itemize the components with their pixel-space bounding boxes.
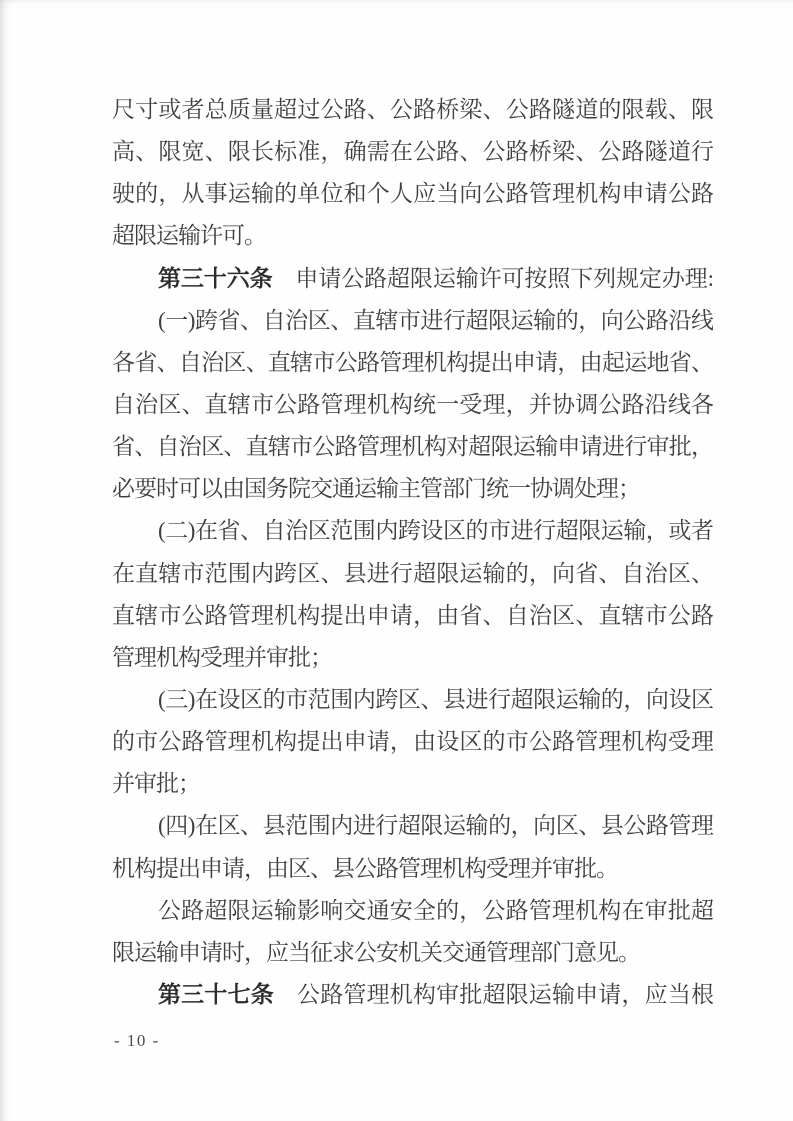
text-segment: 公路超限运输影响交通安全的，公路管理机构在审批超: [158, 897, 713, 923]
text-segment: 机构提出申请，由区、县公路管理机构受理并审批。: [112, 855, 618, 881]
text-segment: 直辖市公路管理机构提出申请，由省、自治区、直辖市公路: [112, 602, 713, 628]
text-line: [112, 848, 713, 890]
page-number: - 10 -: [114, 1031, 160, 1050]
text-line: [112, 721, 713, 763]
text-segment: 必要时可以由国务院交通运输主管部门统一协调处理；: [112, 476, 640, 502]
text-segment: 高、限宽、限长标准，确需在公路、公路桥梁、公路隧道行: [112, 139, 713, 165]
text-line: [112, 763, 713, 805]
text-line: [112, 173, 713, 215]
text-line: [112, 89, 713, 131]
text-line: [112, 468, 713, 510]
text-line: [112, 890, 713, 932]
text-segment: 并审批；: [112, 771, 200, 797]
text-line: [112, 932, 713, 974]
text-segment: 超限运输许可。: [112, 223, 266, 249]
text-segment: 申请公路超限运输许可按照下列规定办理:: [272, 265, 713, 291]
text-line: [112, 595, 713, 637]
text-line: [112, 384, 713, 426]
text-segment: 在直辖市范围内跨区、县进行超限运输的，向省、自治区、: [112, 560, 713, 586]
text-segment: 自治区、直辖市公路管理机构统一受理，并协调公路沿线各: [112, 391, 713, 417]
article-number: 第三十七条: [158, 981, 274, 1007]
text-line: [112, 553, 713, 595]
text-segment: (二)在省、自治区范围内跨设区的市进行超限运输，或者: [158, 518, 713, 544]
text-line: [112, 637, 713, 679]
document-text-block: [112, 89, 713, 1016]
text-line: [112, 510, 713, 552]
text-segment: 省、自治区、直辖市公路管理机构对超限运输申请进行审批，: [112, 434, 713, 460]
text-segment: 管理机构受理并审批；: [112, 644, 332, 670]
text-line: [112, 426, 713, 468]
text-line: [112, 131, 713, 173]
text-segment: 驶的，从事运输的单位和个人应当向公路管理机构申请公路: [112, 181, 713, 207]
text-line: [112, 215, 713, 257]
text-line: [112, 258, 713, 300]
article-number: 第三十六条: [158, 265, 273, 291]
text-line: [112, 974, 713, 1016]
text-line: [112, 679, 713, 721]
text-line: [112, 300, 713, 342]
text-segment: (四)在区、县范围内进行超限运输的，向区、县公路管理: [158, 813, 713, 839]
text-segment: 尺寸或者总质量超过公路、公路桥梁、公路隧道的限载、限: [112, 97, 713, 122]
text-segment: 的市公路管理机构提出申请，由设区的市公路管理机构受理: [112, 729, 713, 755]
text-segment: 限运输申请时，应当征求公安机关交通管理部门意见。: [112, 939, 640, 965]
text-line: [112, 805, 713, 847]
text-segment: (三)在设区的市范围内跨区、县进行超限运输的，向设区: [158, 686, 713, 712]
text-line: [112, 342, 713, 384]
text-segment: (一)跨省、自治区、直辖市进行超限运输的，向公路沿线: [158, 307, 713, 333]
text-segment: 公路管理机构审批超限运输申请，应当根: [273, 981, 713, 1007]
text-segment: 各省、自治区、直辖市公路管理机构提出申请，由起运地省、: [112, 349, 713, 375]
